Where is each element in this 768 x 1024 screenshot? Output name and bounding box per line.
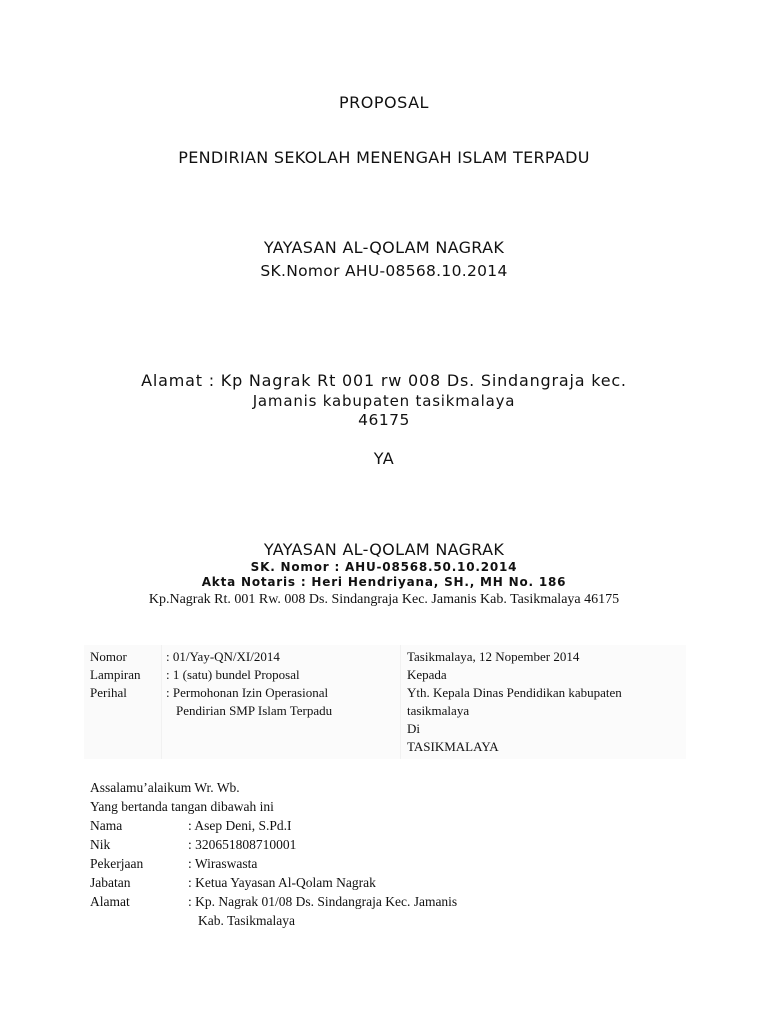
recipient-title: Yth. Kepala Dinas Pendidikan kabupaten: [407, 685, 622, 700]
letterhead-name: YAYASAN AL-QOLAM NAGRAK: [263, 540, 505, 559]
letter-date: Tasikmalaya, 12 Nopember 2014: [407, 649, 580, 664]
cover-sk-number: SK.Nomor AHU-08568.10.2014: [260, 262, 508, 280]
field-row-alamat: [90, 892, 457, 911]
recipient-city: TASIKMALAYA: [407, 739, 499, 754]
value-perihal: : Permohonan Izin Operasional: [166, 685, 329, 700]
field-label: Jabatan: [90, 875, 131, 890]
header-values-column: [162, 645, 401, 759]
value-perihal-cont: Pendirian SMP Islam Terpadu: [176, 703, 333, 718]
field-row-alamat-cont: [90, 911, 457, 930]
field-value: : Kp. Nagrak 01/08 Ds. Sindangraja Kec. Jamanis: [188, 894, 458, 909]
recipient-kepada: Kepada: [407, 667, 447, 682]
field-value-cont: Kab. Tasikmalaya: [198, 913, 296, 928]
field-label: Pekerjaan: [90, 856, 144, 871]
cover-address-line2: Jamanis kabupaten tasikmalaya: [252, 392, 516, 410]
field-value: : 320651808710001: [188, 837, 297, 852]
field-row-jabatan: [90, 873, 457, 892]
label-perihal: Perihal: [90, 685, 127, 700]
field-value: : Asep Deni, S.Pd.I: [188, 818, 292, 833]
field-row-nik: [90, 835, 457, 854]
letterhead-address: Kp.Nagrak Rt. 001 Rw. 008 Ds. Sindangraja Kec. Jamanis Kab. Tasikmalaya 46175: [148, 592, 620, 607]
label-lampiran: Lampiran: [90, 667, 141, 682]
cover-title: PROPOSAL: [339, 93, 429, 112]
field-label: Nama: [90, 818, 123, 833]
cover-postal-code: 46175: [358, 411, 410, 429]
field-row-nama: [90, 816, 457, 835]
label-nomor: Nomor: [90, 649, 127, 664]
value-lampiran: : 1 (satu) bundel Proposal: [166, 667, 300, 682]
value-nomor: : 01/Yay-QN/XI/2014: [166, 649, 280, 664]
field-value: : Wiraswasta: [188, 856, 258, 871]
letterhead-akta: Akta Notaris : Heri Hendriyana, SH., MH No. 186: [201, 575, 567, 589]
cover-subtitle: PENDIRIAN SEKOLAH MENENGAH ISLAM TERPADU: [178, 148, 590, 167]
field-value: : Ketua Yayasan Al-Qolam Nagrak: [188, 875, 376, 890]
letter-header-table: [84, 645, 686, 759]
field-row-pekerjaan: [90, 854, 457, 873]
header-labels-column: [84, 645, 162, 759]
cover-ya: YA: [373, 449, 395, 468]
recipient-title-cont: tasikmalaya: [407, 703, 470, 718]
recipient-di: Di: [407, 721, 420, 736]
field-label: Nik: [90, 837, 111, 852]
cover-foundation-name: YAYASAN AL-QOLAM NAGRAK: [263, 238, 505, 257]
field-label: Alamat: [90, 894, 130, 909]
field-label-spacer: [90, 911, 188, 930]
letterhead-sk: SK. Nomor : AHU-08568.50.10.2014: [250, 560, 518, 574]
header-recipient-column: [401, 645, 686, 759]
greeting: Assalamu’alaikum Wr. Wb.: [90, 780, 240, 795]
intro-text: Yang bertanda tangan dibawah ini: [90, 799, 274, 814]
letter-body: [90, 778, 457, 930]
cover-address-line1: Alamat : Kp Nagrak Rt 001 rw 008 Ds. Sindangraja kec.: [141, 371, 627, 390]
